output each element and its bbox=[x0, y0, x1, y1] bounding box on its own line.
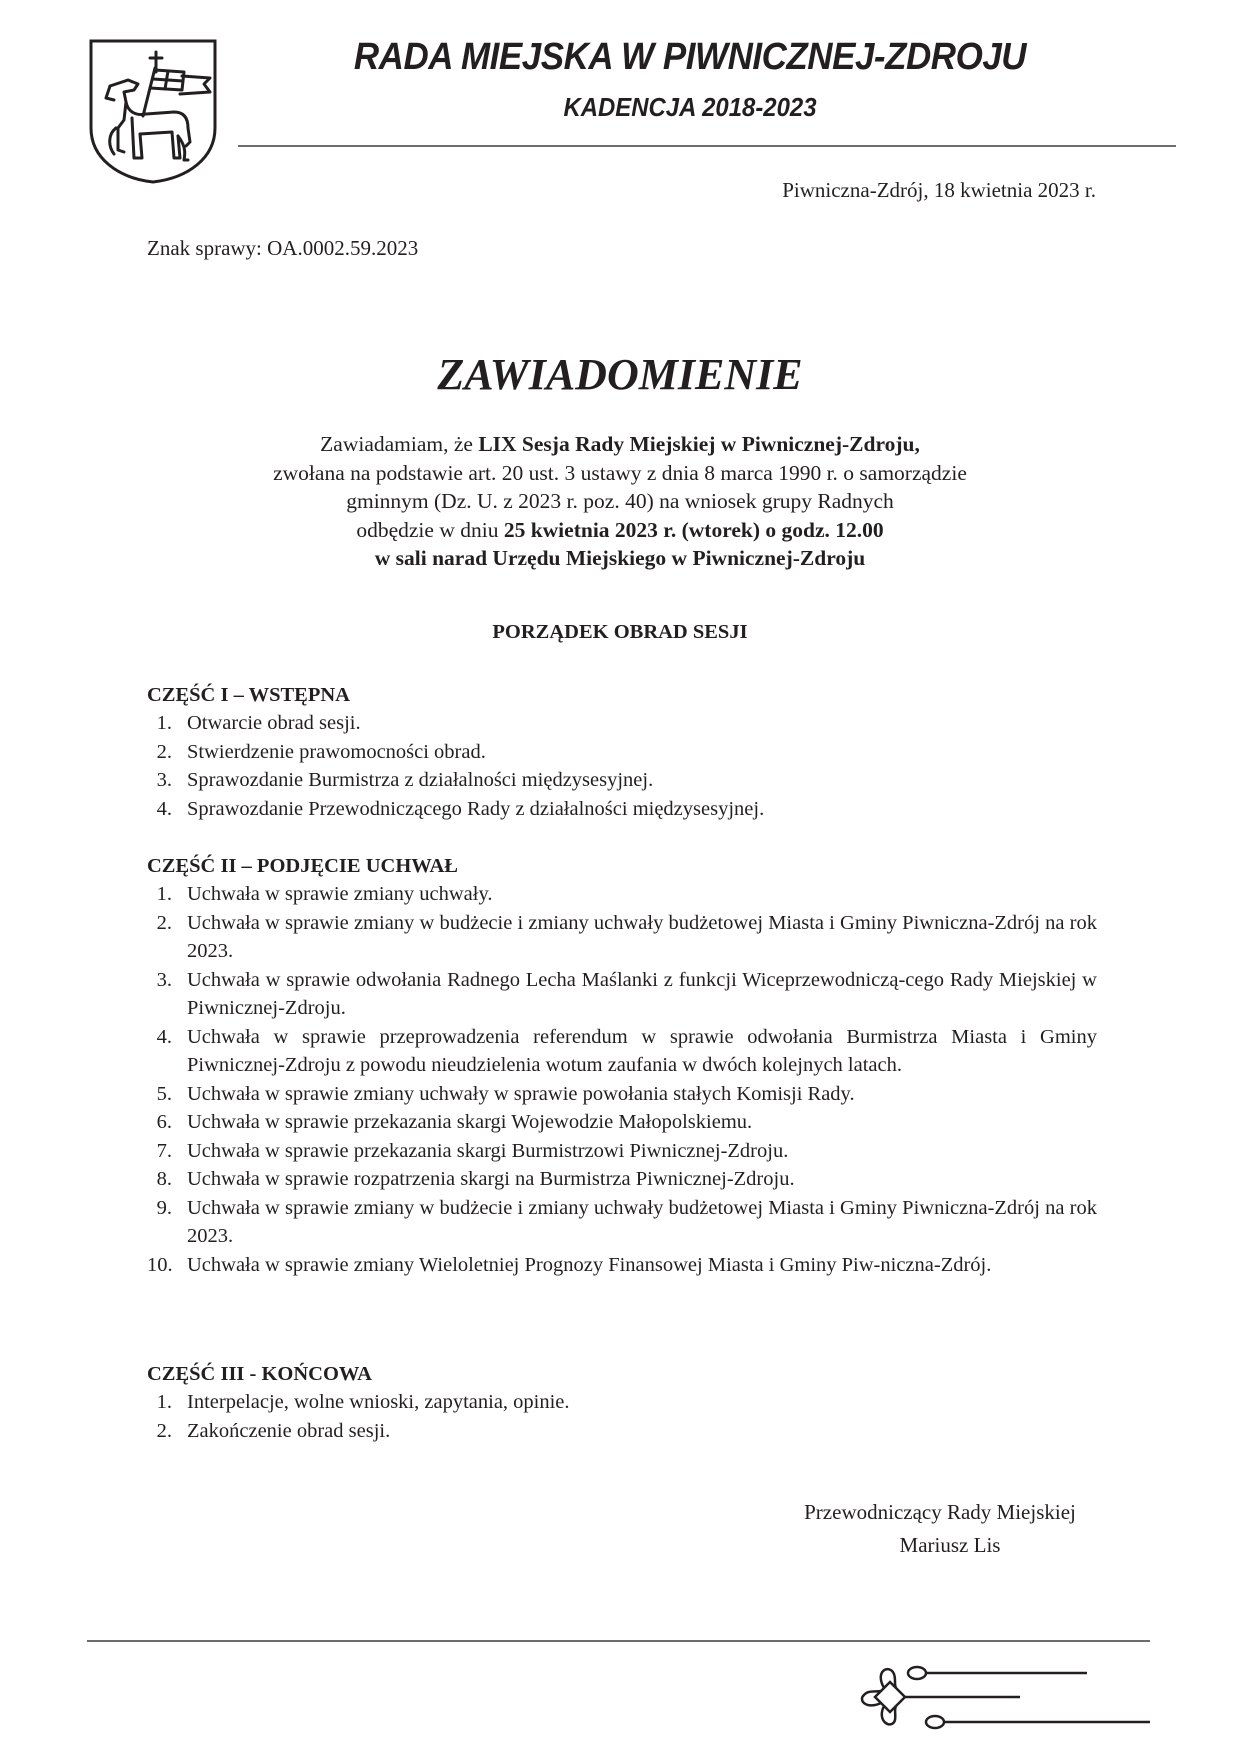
coat-of-arms-icon bbox=[88, 38, 218, 184]
intro-line-1 bbox=[160, 430, 1080, 459]
agenda-item bbox=[147, 1194, 1097, 1251]
item-text: Stwierdzenie prawomocności obrad. bbox=[187, 740, 486, 763]
item-number: 10. bbox=[147, 1253, 173, 1276]
section-heading: CZĘŚĆ I – WSTĘPNA bbox=[147, 684, 350, 706]
item-number: 2. bbox=[156, 911, 172, 934]
agenda-item bbox=[147, 766, 1097, 795]
item-text: Uchwała w sprawie przekazania skargi Wojewodzie Małopolskiemu. bbox=[187, 1111, 753, 1133]
item-number: 9. bbox=[156, 1196, 172, 1219]
item-text: Interpelacje, wolne wnioski, zapytania, opinie. bbox=[187, 1391, 570, 1413]
item-text: Uchwała w sprawie zmiany w budżecie i zmiany uchwały budżetowej Miasta i Gminy Piwniczna-Zdrój na rok 2023. bbox=[187, 911, 1097, 962]
item-number: 6. bbox=[156, 1111, 172, 1133]
term-subheading: KADENCJA 2018-2023 bbox=[563, 92, 817, 122]
item-number: 8. bbox=[156, 1168, 172, 1190]
footer-divider bbox=[87, 1640, 1150, 1642]
agenda-item bbox=[147, 880, 1097, 909]
item-number: 4. bbox=[156, 1025, 172, 1048]
item-number: 5. bbox=[156, 1082, 172, 1105]
item-number: 1. bbox=[156, 1391, 172, 1413]
item-number: 2. bbox=[156, 740, 172, 763]
item-number: 2. bbox=[156, 1419, 172, 1442]
session-venue: w sali narad Urzędu Miejskiego w Piwnicznej-Zdroju bbox=[374, 546, 866, 570]
case-number: Znak sprawy: OA.0002.59.2023 bbox=[147, 236, 419, 260]
agenda-item bbox=[147, 1080, 1097, 1109]
item-number: 7. bbox=[156, 1139, 172, 1162]
item-text: Uchwała w sprawie zmiany Wieloletniej Prognozy Finansowej Miasta i Gminy Piw-niczna-Zdrój. bbox=[187, 1253, 992, 1276]
agenda-item bbox=[147, 1108, 1097, 1137]
item-number: 3. bbox=[156, 968, 172, 991]
intro-line-4 bbox=[160, 516, 1080, 545]
agenda-item bbox=[147, 1165, 1097, 1194]
notice-intro bbox=[160, 430, 1080, 573]
intro-text: Zawiadamiam, że bbox=[320, 432, 479, 456]
agenda-section-1 bbox=[147, 681, 1097, 823]
council-name-heading: RADA MIEJSKA W PIWNICZNEJ-ZDROJU bbox=[353, 36, 1027, 78]
section-heading: CZĘŚĆ III - KOŃCOWA bbox=[147, 1363, 372, 1385]
item-text: Sprawozdanie Burmistrza z działalności międzysesyjnej. bbox=[187, 769, 654, 791]
agenda-item bbox=[147, 795, 1097, 824]
intro-line-5 bbox=[160, 544, 1080, 573]
item-text: Uchwała w sprawie odwołania Radnego Lecha Maślanki z funkcji Wiceprzewodniczą-cego Rady Miejskiej w Piwnicznej-Zdroju. bbox=[187, 968, 1097, 1019]
item-text: Zakończenie obrad sesji. bbox=[187, 1419, 391, 1442]
agenda-section-2 bbox=[147, 852, 1097, 1279]
document-title: ZAWIADOMIENIE bbox=[437, 350, 803, 399]
intro-line-3: gminnym (Dz. U. z 2023 r. poz. 40) na wniosek grupy Radnych bbox=[346, 489, 894, 513]
signatory-name: Mariusz Lis bbox=[899, 1533, 1001, 1557]
agenda-title: PORZĄDEK OBRAD SESJI bbox=[492, 621, 748, 643]
agenda-item bbox=[147, 1251, 1097, 1280]
item-text: Uchwała w sprawie zmiany uchwały w sprawie powołania stałych Komisji Rady. bbox=[187, 1082, 855, 1105]
item-text: Uchwała w sprawie rozpatrzenia skargi na Burmistrza Piwnicznej-Zdroju. bbox=[187, 1168, 795, 1190]
agenda-section-3 bbox=[147, 1360, 1097, 1445]
item-text: Sprawozdanie Przewodniczącego Rady z działalności międzysesyjnej. bbox=[187, 797, 765, 820]
item-text: Uchwała w sprawie zmiany uchwały. bbox=[187, 883, 493, 905]
item-number: 4. bbox=[156, 797, 172, 820]
item-text: Uchwała w sprawie przeprowadzenia referendum w sprawie odwołania Burmistrza Miasta i Gminy Piwnicznej-Zdroju z powodu nieudzielenia wotum zaufania w dwóch kolejnych latach. bbox=[187, 1025, 1097, 1076]
section-heading: CZĘŚĆ II – PODJĘCIE UCHWAŁ bbox=[147, 855, 458, 877]
intro-text: odbędzie w dniu bbox=[356, 517, 504, 542]
item-number: 3. bbox=[156, 769, 172, 791]
agenda-item bbox=[147, 709, 1097, 738]
agenda-item bbox=[147, 738, 1097, 767]
header-divider bbox=[238, 145, 1176, 147]
session-name: LIX Sesja Rady Miejskiej w Piwnicznej-Zdroju, bbox=[478, 432, 920, 456]
agenda-item bbox=[147, 1137, 1097, 1166]
item-number: 1. bbox=[156, 712, 172, 734]
agenda-item bbox=[147, 1023, 1097, 1080]
signatory-role: Przewodniczący Rady Miejskiej bbox=[804, 1500, 1076, 1524]
session-date-time: 25 kwietnia 2023 r. (wtorek) o godz. 12.00 bbox=[503, 517, 884, 542]
intro-line-2: zwołana na podstawie art. 20 ust. 3 ustawy z dnia 8 marca 1990 r. o samorządzie bbox=[273, 460, 967, 485]
agenda-item bbox=[147, 909, 1097, 966]
signature-block bbox=[700, 1496, 1180, 1562]
agenda-item bbox=[147, 966, 1097, 1023]
item-text: Uchwała w sprawie przekazania skargi Burmistrzowi Piwnicznej-Zdroju. bbox=[187, 1139, 789, 1162]
place-and-date: Piwniczna-Zdrój, 18 kwietnia 2023 r. bbox=[782, 178, 1096, 202]
agenda-item bbox=[147, 1417, 1097, 1446]
agenda-item bbox=[147, 1388, 1097, 1417]
item-number: 1. bbox=[156, 883, 172, 905]
ornament-icon bbox=[850, 1660, 1150, 1740]
item-text: Uchwała w sprawie zmiany w budżecie i zmiany uchwały budżetowej Miasta i Gminy Piwniczna-Zdrój na rok 2023. bbox=[187, 1196, 1097, 1247]
item-text: Otwarcie obrad sesji. bbox=[187, 712, 361, 734]
